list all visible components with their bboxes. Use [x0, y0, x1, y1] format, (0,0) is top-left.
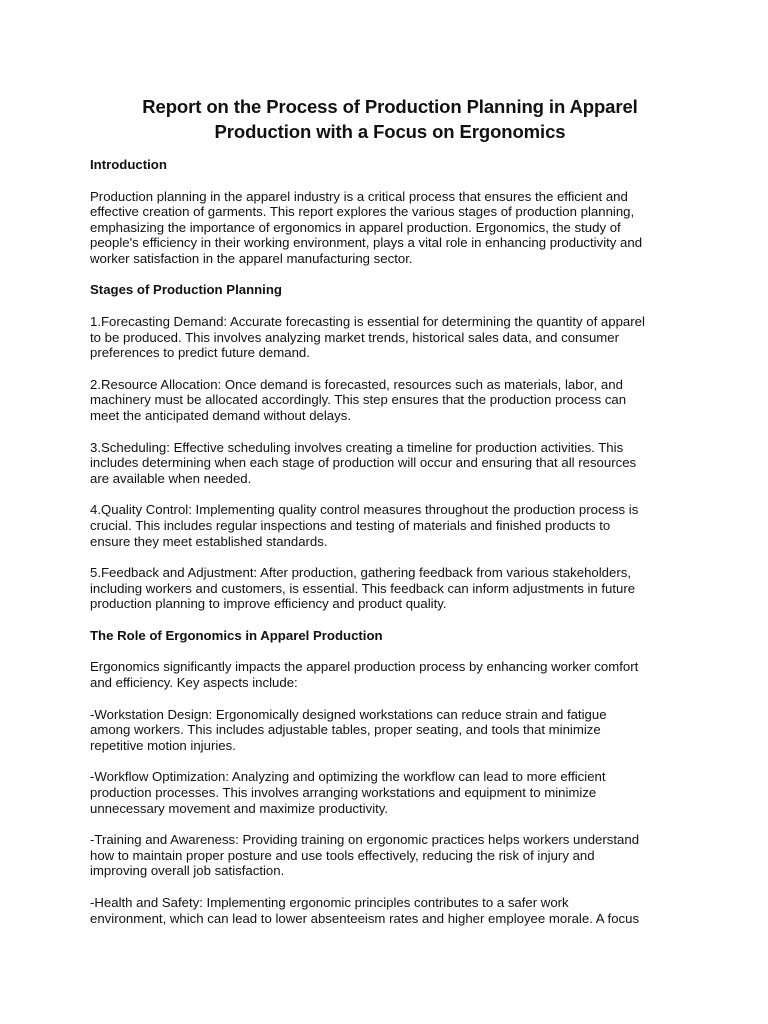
text-line: repetitive motion injuries.	[90, 737, 236, 753]
text-line: are available when needed.	[90, 470, 252, 486]
text-line: environment, which can lead to lower absenteeism rates and higher employee morale. A focus	[90, 910, 640, 926]
text-line: crucial. This includes regular inspections and testing of materials and finished products to	[90, 517, 611, 533]
text-line: and efficiency. Key aspects include:	[90, 674, 298, 690]
paragraph	[90, 502, 690, 549]
section-heading: Introduction	[90, 157, 167, 172]
text-line: Production planning in the apparel industry is a critical process that ensures the efficient and	[90, 188, 628, 204]
text-line: unnecessary movement and maximize productivity.	[90, 800, 389, 816]
paragraph	[90, 659, 690, 690]
text-line: among workers. This includes adjustable tables, proper seating, and tools that minimize	[90, 722, 601, 738]
title-line: Report on the Process of Production Planning in Apparel	[142, 96, 638, 117]
text-line: meet the anticipated demand without delays.	[90, 407, 351, 423]
text-line: worker satisfaction in the apparel manufacturing sector.	[90, 250, 413, 266]
text-line: people's efficiency in their working environment, plays a vital role in enhancing productivity and	[90, 235, 643, 251]
text-line: machinery must be allocated accordingly. This step ensures that the production process can	[90, 392, 627, 408]
paragraph	[90, 895, 690, 926]
paragraph	[90, 707, 690, 754]
text-line: 5.Feedback and Adjustment: After production, gathering feedback from various stakeholders,	[90, 565, 632, 581]
text-line: 1.Forecasting Demand: Accurate forecasting is essential for determining the quantity of apparel	[90, 313, 645, 329]
text-line: preferences to predict future demand.	[90, 345, 310, 361]
text-line: -Workstation Design: Ergonomically designed workstations can reduce strain and fatigue	[90, 706, 607, 722]
title-line: Production with a Focus on Ergonomics	[214, 121, 566, 142]
text-line: -Workflow Optimization: Analyzing and optimizing the workflow can lead to more efficient	[90, 769, 606, 785]
paragraph	[90, 377, 690, 424]
text-line: how to maintain proper posture and use tools effectively, reducing the risk of injury and	[90, 847, 595, 863]
text-line: improving overall job satisfaction.	[90, 863, 285, 879]
text-line: production planning to improve efficiency and product quality.	[90, 596, 447, 612]
text-line: 2.Resource Allocation: Once demand is forecasted, resources such as materials, labor, and	[90, 376, 623, 392]
paragraph	[90, 769, 690, 816]
paragraph	[90, 189, 690, 267]
document-title	[90, 94, 690, 144]
document-body	[90, 94, 690, 942]
paragraph	[90, 832, 690, 879]
document-sections	[90, 157, 690, 926]
text-line: to be produced. This involves analyzing market trends, historical sales data, and consumer	[90, 329, 620, 345]
text-line: Ergonomics significantly impacts the apparel production process by enhancing worker comfort	[90, 659, 639, 675]
text-line: includes determining when each stage of production will occur and ensuring that all resources	[90, 455, 637, 471]
section-heading: The Role of Ergonomics in Apparel Production	[90, 627, 383, 643]
text-line: 3.Scheduling: Effective scheduling involves creating a timeline for production activities. This	[90, 439, 624, 455]
text-line: effective creation of garments. This report explores the various stages of production planning,	[90, 204, 635, 220]
text-line: -Training and Awareness: Providing training on ergonomic practices helps workers understand	[90, 832, 640, 848]
text-line: -Health and Safety: Implementing ergonomic principles contributes to a safer work	[90, 894, 569, 910]
paragraph	[90, 440, 690, 487]
text-line: emphasizing the importance of ergonomics in apparel production. Ergonomics, the study of	[90, 219, 621, 235]
text-line: including workers and customers, is essential. This feedback can inform adjustments in future	[90, 580, 636, 596]
paragraph	[90, 314, 690, 361]
text-line: ensure they meet established standards.	[90, 533, 328, 549]
paragraph	[90, 565, 690, 612]
text-line: production processes. This involves arranging workstations and equipment to minimize	[90, 784, 597, 800]
section-heading: Stages of Production Planning	[90, 282, 282, 298]
text-line: 4.Quality Control: Implementing quality control measures throughout the production process is	[90, 502, 639, 518]
